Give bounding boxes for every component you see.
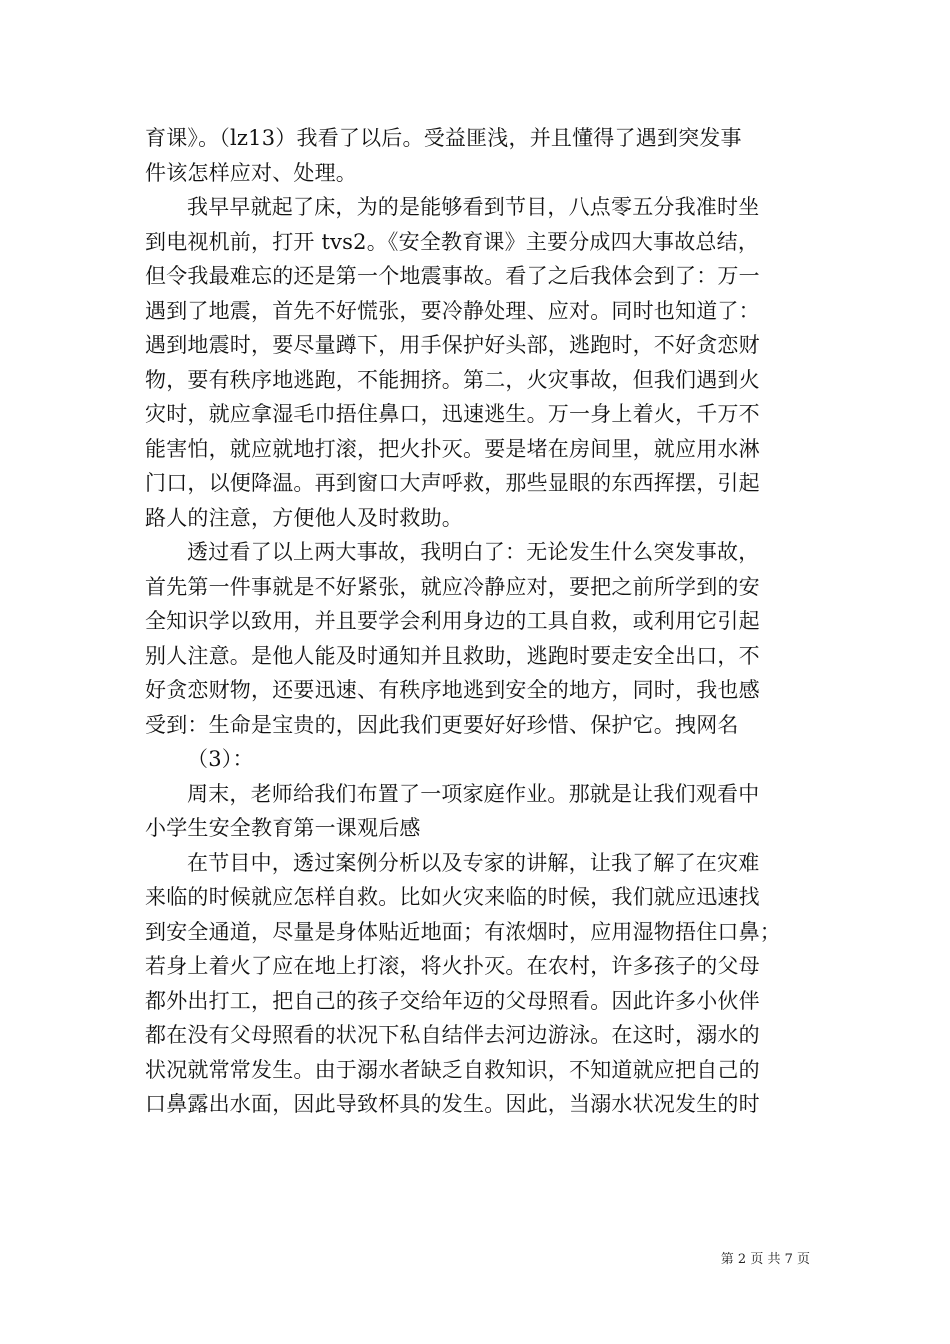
- text-line: 口鼻露出水面，因此导致杯具的发生。因此，当溺水状况发生的时: [145, 1092, 760, 1116]
- text-line: 门口，以便降温。再到窗口大声呼救，那些显眼的东西挥摆，引起: [145, 471, 760, 495]
- text-line: 都外出打工，把自己的孩子交给年迈的父母照看。因此许多小伙伴: [145, 988, 760, 1013]
- text-line: 小学生安全教育第一课观后感: [145, 816, 421, 840]
- text-line: 遇到地震时，要尽量蹲下，用手保护好头部，逃跑时，不好贪恋财: [145, 333, 760, 357]
- text-line: 到安全通道，尽量是身体贴近地面；有浓烟时，应用湿物捂住口鼻；: [145, 919, 781, 944]
- text-line: 路人的注意，方便他人及时救助。: [145, 505, 463, 530]
- text-line: 好贪恋财物，还要迅速、有秩序地逃到安全的地方，同时，我也感: [145, 678, 760, 702]
- text-line: 全知识学以致用，并且要学会利用身边的工具自救，或利用它引起: [145, 609, 760, 633]
- text-line: 物，要有秩序地逃跑，不能拥挤。第二，火灾事故，但我们遇到火: [145, 367, 760, 392]
- text-line: 来临的时候就应怎样自救。比如火灾来临的时候，我们就应迅速找: [145, 885, 760, 909]
- text-line: 都在没有父母照看的状况下私自结伴去河边游泳。在这时，溺水的: [145, 1023, 760, 1047]
- text-line: 件该怎样应对、处理。: [145, 160, 357, 185]
- text-line: 但令我最难忘的还是第一个地震事故。看了之后我体会到了：万一: [145, 264, 760, 288]
- section-label-line: （3）：: [187, 747, 254, 771]
- page-number-footer: 第 2 页 共 7 页: [720, 1252, 810, 1267]
- text-line: 遇到了地震，首先不好慌张，要冷静处理、应对。同时也知道了：: [145, 298, 760, 323]
- paragraph-start-line: 透过看了以上两大事故，我明白了：无论发生什么突发事故，: [187, 540, 760, 564]
- text-line: 若身上着火了应在地上打滚，将火扑灭。在农村，许多孩子的父母: [145, 954, 760, 978]
- paragraph-start-line: 在节目中，透过案例分析以及专家的讲解，让我了解了在灾难: [187, 850, 760, 875]
- text-line: 到电视机前，打开 tvs2。《安全教育课》主要分成四大事故总结，: [145, 229, 760, 254]
- body-text: [145, 121, 825, 1122]
- text-line: 受到：生命是宝贵的，因此我们更要好好珍惜、保护它。拽网名: [145, 712, 739, 737]
- text-line: 育课》。（lz13）我看了以后。受益匪浅，并且懂得了遇到突发事: [145, 126, 742, 150]
- text-line: 灾时，就应拿湿毛巾捂住鼻口，迅速逃生。万一身上着火，千万不: [145, 402, 760, 426]
- paragraph-start-line: 我早早就起了床，为的是能够看到节目，八点零五分我准时坐: [187, 195, 760, 219]
- text-line: 能害怕，就应就地打滚，把火扑灭。要是堵在房间里，就应用水淋: [145, 436, 760, 461]
- paragraph-start-line: 周末，老师给我们布置了一项家庭作业。那就是让我们观看中: [187, 781, 760, 806]
- text-line: 别人注意。是他人能及时通知并且救助，逃跑时要走安全出口，不: [145, 643, 760, 668]
- text-line: 状况就常常发生。由于溺水者缺乏自救知识，不知道就应把自己的: [145, 1057, 760, 1082]
- text-line: 首先第一件事就是不好紧张，就应冷静应对，要把之前所学到的安: [145, 574, 760, 599]
